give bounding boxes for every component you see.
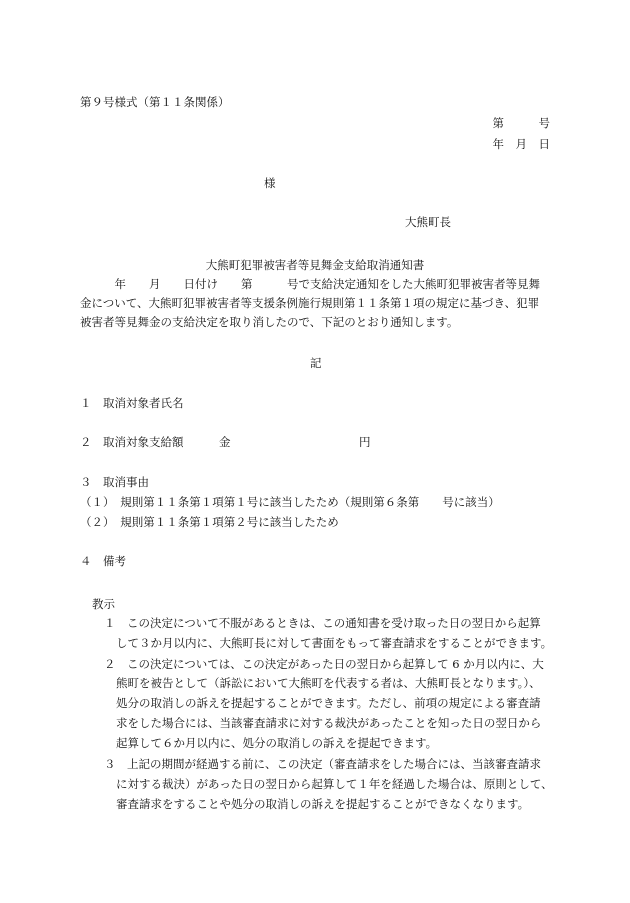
item-3: ３ 取消事由 bbox=[80, 475, 149, 489]
kyoji-heading: 教示 bbox=[92, 597, 115, 611]
body-line-3: 被害者等見舞金の支給決定を取り消したので、下記のとおり通知します。 bbox=[80, 315, 459, 329]
item-1: １ 取消対象者氏名 bbox=[80, 396, 184, 410]
body-line-2: 金について、大熊町犯罪被害者等支援条例施行規則第１１条第１項の規定に基づき、犯罪 bbox=[80, 296, 540, 310]
kyoji-p2-line1: ２ この決定については、この決定があった日の翌日から起算して 6 か月以内に、大 bbox=[104, 657, 544, 671]
issuer: 大熊町長 bbox=[405, 215, 451, 229]
kyoji-p2-line5: 起算して６か月以内に、処分の取消しの訴えを提起できます。 bbox=[116, 736, 438, 750]
item-2-kin: 金 bbox=[219, 435, 231, 449]
item-2-label: ２ 取消対象支給額 bbox=[80, 435, 184, 449]
item-2-yen: 円 bbox=[359, 435, 371, 449]
kyoji-p2-line2: 熊町を被告として（訴訟において大熊町を代表する者は、大熊町長となります。）、 bbox=[116, 676, 541, 690]
kyoji-p3-line1: ３ 上記の期間が経過する前に、この決定（審査請求をした場合には、当該審査請求 bbox=[104, 757, 541, 771]
item-3-1: （１） 規則第１１条第１項第１号に該当したため（規則第６条第 号に該当） bbox=[80, 495, 500, 509]
kyoji-p1-line2: して３か月以内に、大熊町長に対して書面をもって審査請求をすることができます。 bbox=[116, 636, 553, 650]
body-line-1: 年 月 日付け 第 号で支給決定通知をした大熊町犯罪被害者等見舞 bbox=[80, 277, 540, 291]
item-4: ４ 備考 bbox=[80, 554, 126, 568]
ki-heading: 記 bbox=[310, 356, 322, 370]
kyoji-p1-line1: １ この決定について不服があるときは、この通知書を受け取った日の翌日から起算 bbox=[104, 616, 541, 630]
item-3-2: （２） 規則第１１条第１項第２号に該当したため bbox=[80, 515, 339, 529]
date-line: 年 月 日 bbox=[492, 137, 550, 151]
kyoji-p3-line3: 審査請求をすることや処分の取消しの訴えを提起することができなくなります。 bbox=[116, 797, 530, 811]
form-id: 第９号様式（第１１条関係） bbox=[80, 95, 230, 109]
kyoji-p3-line2: に対する裁決）があった日の翌日から起算して１年を経過した場合は、原則として、 bbox=[116, 777, 553, 791]
document-title: 大熊町犯罪被害者等見舞金支給取消通知書 bbox=[205, 258, 425, 272]
number-line: 第 号 bbox=[492, 116, 550, 130]
kyoji-p2-line4: 求をした場合には、当該審査請求に対する裁決があったことを知った日の翌日から bbox=[116, 716, 542, 730]
kyoji-p2-line3: 処分の取消しの訴えを提起することができます。ただし、前項の規定による審査請 bbox=[116, 696, 541, 710]
addressee-suffix: 様 bbox=[264, 176, 276, 190]
